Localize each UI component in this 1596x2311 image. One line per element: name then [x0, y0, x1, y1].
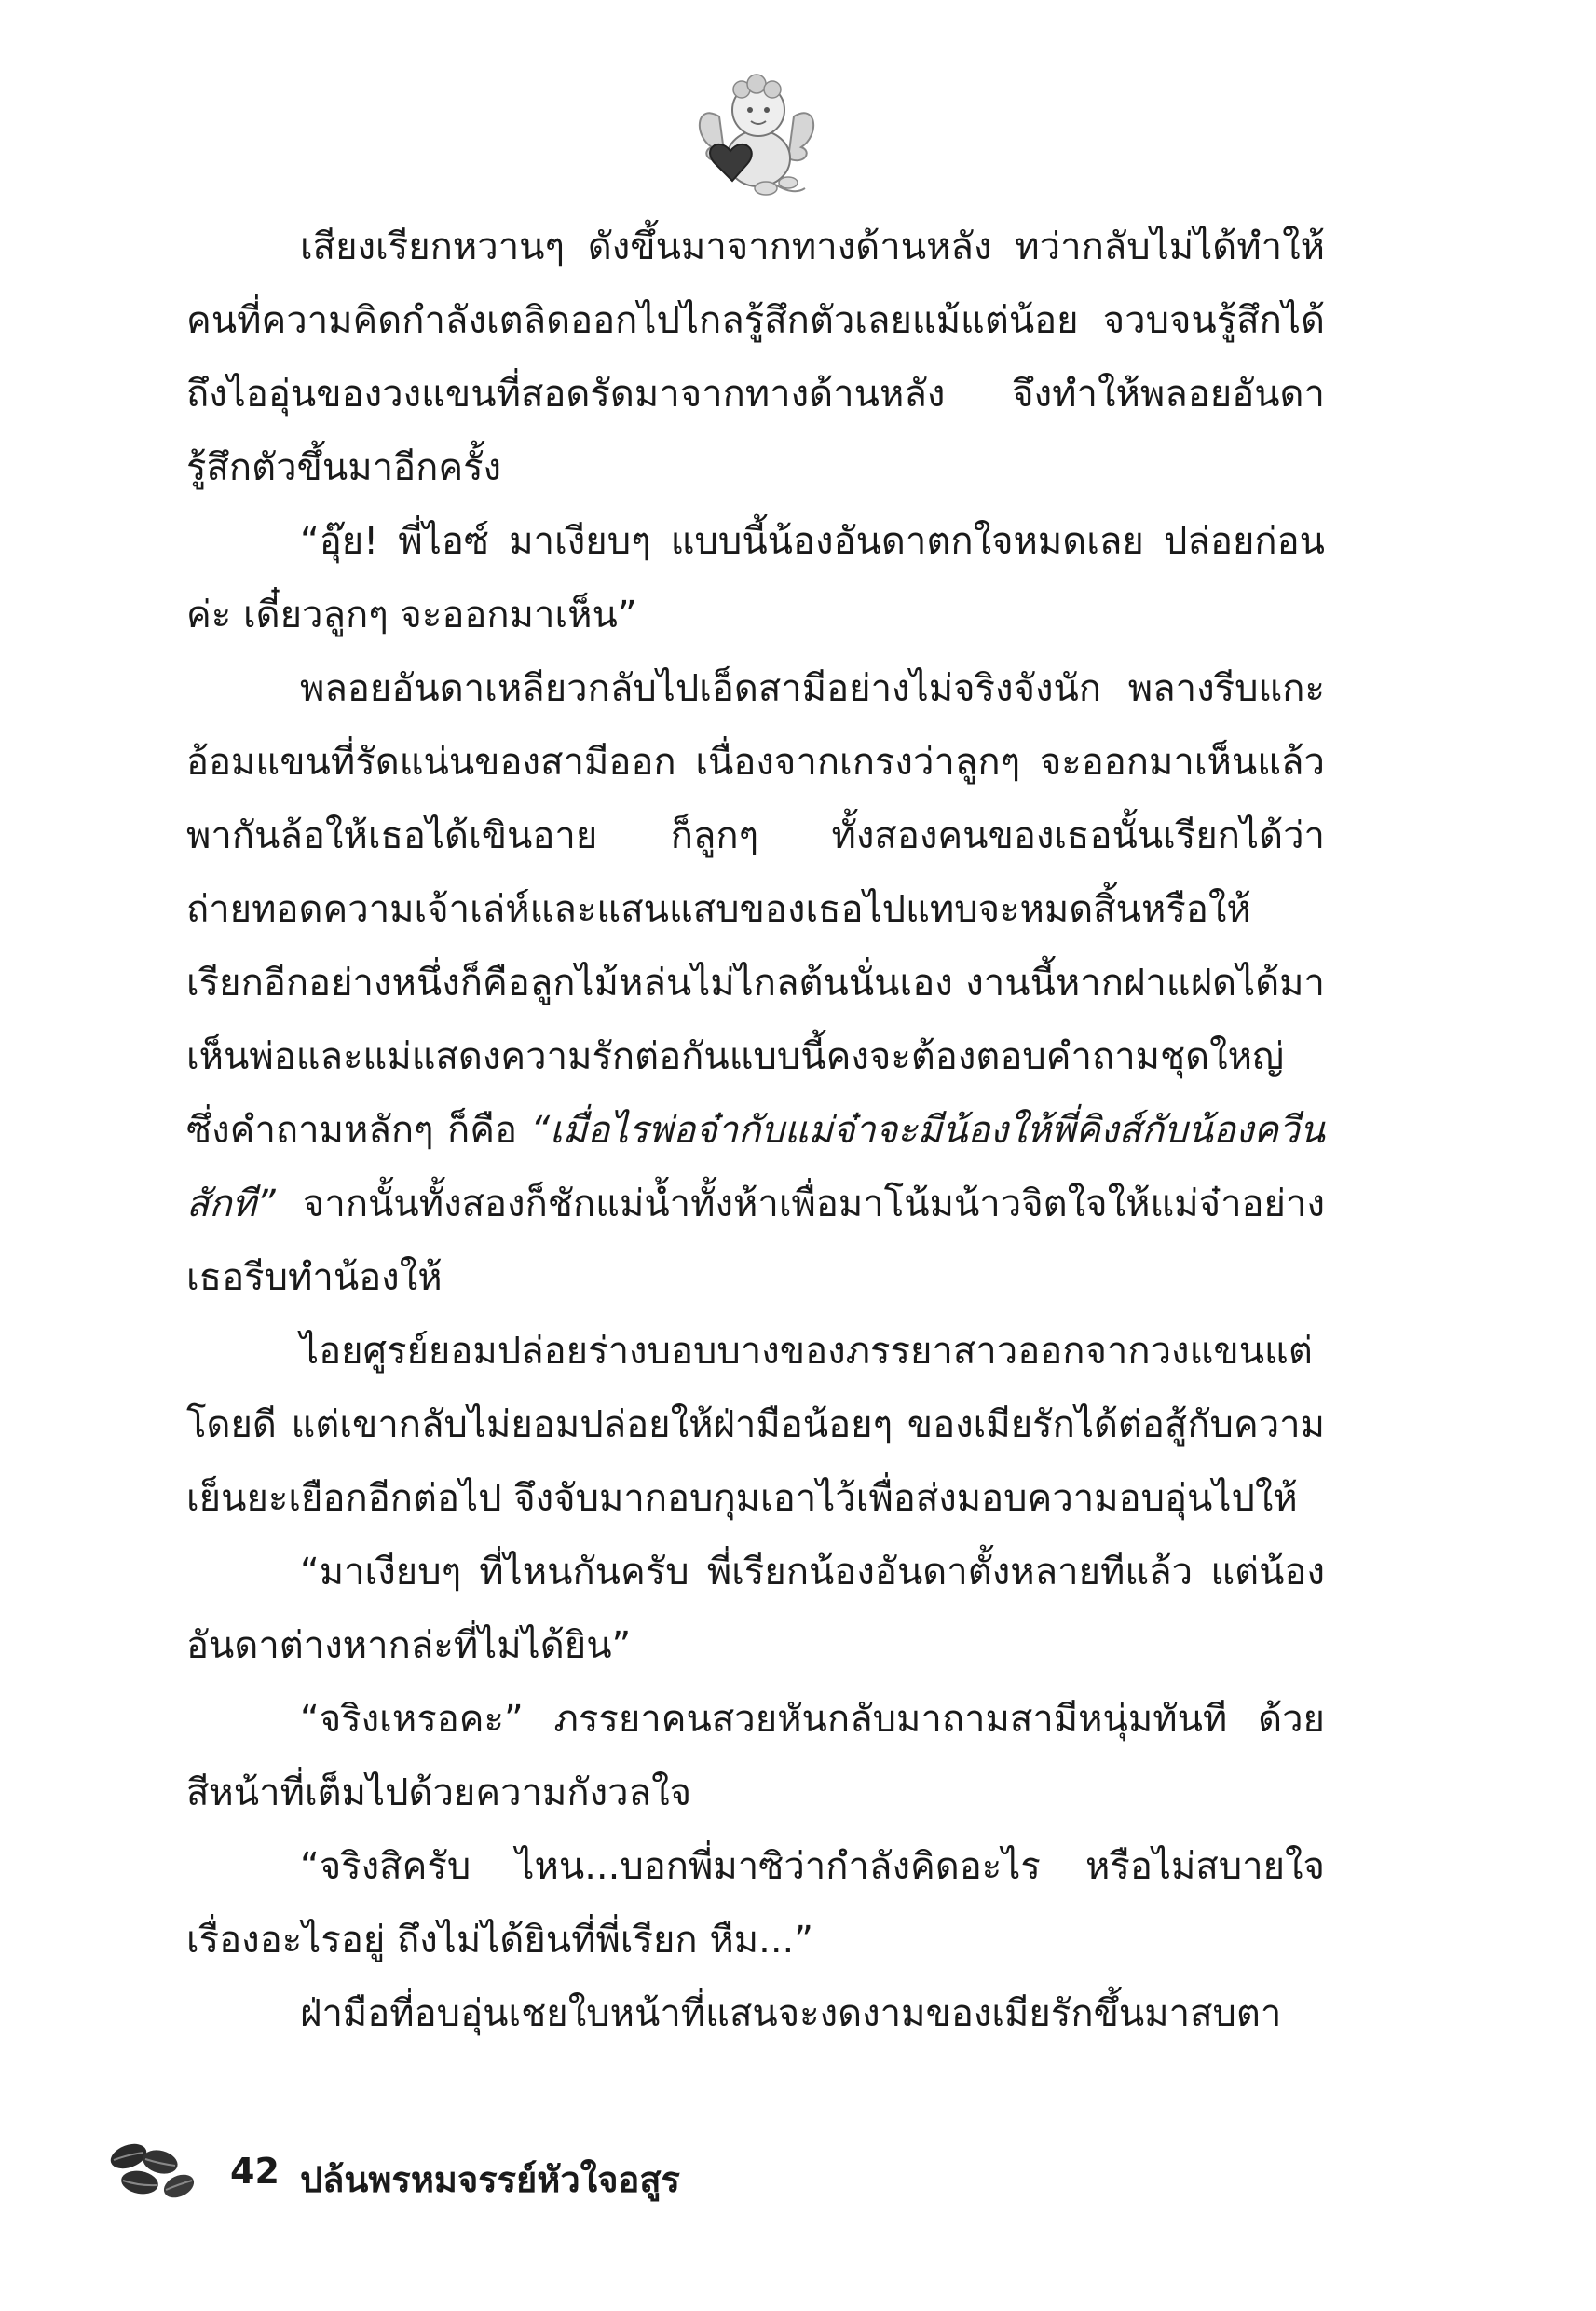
paragraph: “มาเงียบๆ ที่ไหนกันครับ พี่เรียกน้องอันดาตั้งหลายทีแล้ว แต่น้องอันดาต่างหากล่ะที่ไม่ได้ยิน” — [186, 1551, 1325, 1667]
paragraph — [186, 652, 1325, 1315]
paragraph-text: พลอยอันดาเหลียวกลับไปเอ็ดสามีอย่างไม่จริงจังนัก พลางรีบแกะอ้อมแขนที่รัดแน่นของสามีออก เนื่องจากเกรงว่าลูกๆ จะออกมาเห็นแล้วพากันล้อให้เธอได้เขินอาย ก็ลูกๆ ทั้งสองคนของเธอนั้นเรียกได้ว่าถ่ายทอดความเจ้าเล่ห์และแสนแสบของเธอไปแทบจะหมดสิ้นหรือให้เรียกอีกอย่างหนึ่งก็คือลูกไม้หล่นไม่ไกลต้นนั่นเอง งานนี้หากฝาแฝดได้มาเห็นพ่อและแม่แสดงความรักต่อกันแบบนี้คงจะต้องตอบคำถามชุดใหญ่ ซึ่งคำถามหลักๆ ก็คือ — [186, 667, 1325, 1152]
page-number: 42 — [230, 2151, 280, 2192]
italic-quote: “เมื่อไรพ่อจ๋ากับแม่จ๋าจะมีน้องให้พี่คิงส์กับน้องควีนสักที” — [186, 1109, 1325, 1225]
page-footer — [102, 2134, 941, 2236]
story-text — [186, 211, 1325, 2051]
cupid-holding-heart-icon — [691, 65, 822, 205]
paragraph-text: จากนั้นทั้งสองก็ชักแม่น้ำทั้งห้าเพื่อมาโน้มน้าวจิตใจให้แม่จ๋าอย่างเธอรีบทำน้องให้ — [186, 1183, 1325, 1299]
book-title: ปล้นพรหมจรรย์หัวใจอสูร — [300, 2159, 680, 2200]
coffee-beans-icon — [102, 2134, 205, 2208]
paragraph: “จริงสิครับ ไหน...บอกพี่มาซิว่ากำลังคิดอะไร หรือไม่สบายใจเรื่องอะไรอยู่ ถึงไม่ได้ยินที่พี่เรียก หืม...” — [186, 1845, 1325, 1962]
paragraph: ฝ่ามือที่อบอุ่นเชยใบหน้าที่แสนจะงดงามของเมียรักขึ้นมาสบตา — [300, 1992, 1282, 2035]
paragraph: เสียงเรียกหวานๆ ดังขึ้นมาจากทางด้านหลัง ทว่ากลับไม่ได้ทำให้คนที่ความคิดกำลังเตลิดออกไปไกลรู้สึกตัวเลยแม้แต่น้อย จวบจนรู้สึกได้ถึงไออุ่นของวงแขนที่สอดรัดมาจากทางด้านหลัง จึงทำให้พลอยอันดารู้สึกตัวขึ้นมาอีกครั้ง — [186, 226, 1325, 489]
paragraph: ไอยศูรย์ยอมปล่อยร่างบอบบางของภรรยาสาวออกจากวงแขนแต่โดยดี แต่เขากลับไม่ยอมปล่อยให้ฝ่ามือน้อยๆ ของเมียรักได้ต่อสู้กับความเย็นยะเยือกอีกต่อไป จึงจับมากอบกุมเอาไว้เพื่อส่งมอบความอบอุ่นไปให้ — [186, 1330, 1325, 1520]
paragraph: “จริงเหรอคะ” ภรรยาคนสวยหันกลับมาถามสามีหนุ่มทันที ด้วยสีหน้าที่เต็มไปด้วยความกังวลใจ — [186, 1698, 1325, 1814]
paragraph: “อุ๊ย! พี่ไอซ์ มาเงียบๆ แบบนี้น้องอันดาตกใจหมดเลย ปล่อยก่อนค่ะ เดี๋ยวลูกๆ จะออกมาเห็น” — [186, 520, 1325, 636]
